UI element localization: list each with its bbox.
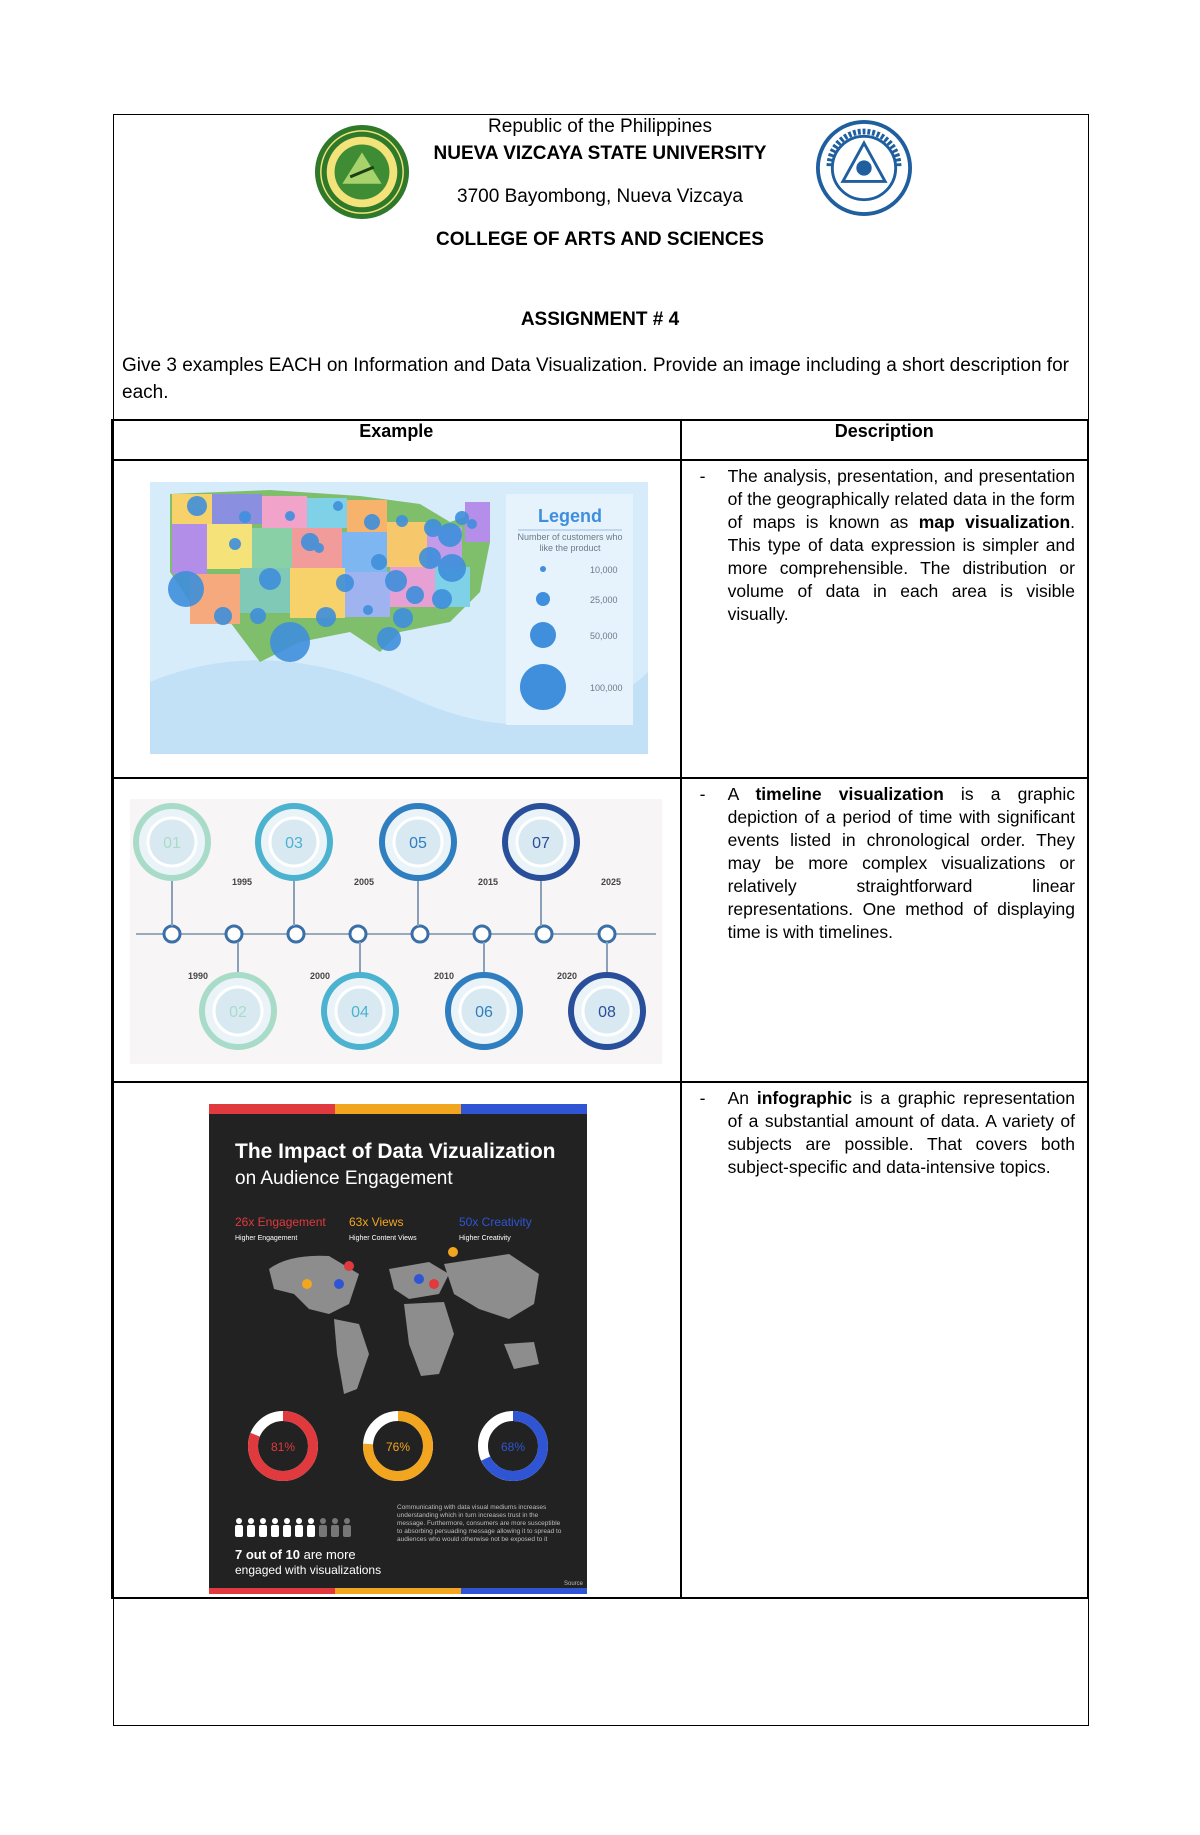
donut-label: 81%: [270, 1440, 296, 1454]
description-cell: [681, 460, 1088, 778]
legend-value: 50,000: [590, 631, 618, 641]
timeline-year: 1995: [232, 877, 253, 887]
timeline-year: 2025: [601, 877, 622, 887]
infographic-paragraph: Communicating with data visual mediums increases understanding which in turn increases trust in the message. Furthermore, consumers are more susceptible to absorbing persuading message allowing it to spread to audiences who would otherwise not be exposed to it: [397, 1504, 562, 1543]
infographic-title: The Impact of Data Vizualization: [235, 1140, 556, 1163]
person-icon: [320, 1518, 326, 1524]
description-text: - A timeline visualization is a graphic depiction of a period of time with significant events listed in chronological order. They may be more complex visualizations or relatively straightforward linear representations. One method of displaying time is with timelines.: [699, 784, 1075, 942]
timeline-year: 2005: [354, 877, 375, 887]
map-pin-icon: [302, 1279, 312, 1289]
timeline-year: 2020: [557, 971, 578, 981]
legend-subtitle: Number of customers who like the product: [517, 532, 623, 553]
bullet-dash: -: [699, 784, 706, 804]
map-pin-icon: [414, 1274, 424, 1284]
person-icon: [296, 1518, 302, 1524]
timeline-visualization-image: [130, 799, 662, 1064]
defined-term: infographic: [756, 1088, 853, 1108]
timeline-dot: [599, 926, 615, 942]
person-icon: [332, 1518, 338, 1524]
legend-title: Legend: [537, 506, 603, 526]
table-row: [112, 460, 1088, 778]
svg-text:7 out of 10 are more: 7 out of 10 are more: [235, 1547, 356, 1562]
defined-term: map visualization: [918, 512, 1071, 532]
person-icon: [248, 1518, 254, 1524]
timeline-dot: [226, 926, 242, 942]
stat-value: 26x Engagement: [235, 1215, 326, 1229]
map-visualization-image: [150, 482, 648, 754]
legend-value: 100,000: [590, 683, 623, 693]
legend-value: 10,000: [590, 565, 618, 575]
timeline-dot: [288, 926, 304, 942]
timeline-year: 2010: [434, 971, 455, 981]
table-row: [112, 1082, 1088, 1598]
timeline-node-label: 05: [409, 835, 427, 852]
map-pin-icon: [448, 1247, 458, 1257]
column-header-description: Description: [681, 420, 1088, 460]
timeline-dot: [412, 926, 428, 942]
timeline-node-label: 07: [532, 835, 550, 852]
defined-term: timeline visualization: [755, 784, 944, 804]
map-pin-icon: [429, 1279, 439, 1289]
example-cell: [112, 778, 681, 1082]
person-icon: [272, 1518, 278, 1524]
legend-value: 25,000: [590, 595, 618, 605]
timeline-node-label: 06: [475, 1004, 493, 1021]
person-icon: [236, 1518, 242, 1524]
description-cell: [681, 1082, 1088, 1598]
donut-label: 68%: [500, 1440, 526, 1454]
timeline-year: 1990: [188, 971, 209, 981]
instructions: Give 3 examples EACH on Information and Data Visualization. Provide an image including a short description for each.: [122, 355, 1069, 403]
person-icon: [344, 1518, 350, 1524]
person-icon: [260, 1518, 266, 1524]
stat-value: 63x Views: [349, 1215, 404, 1229]
map-pin-icon: [344, 1261, 354, 1271]
examples-table: [111, 419, 1089, 1599]
person-icon: [284, 1518, 290, 1524]
donut-label: 76%: [385, 1440, 411, 1454]
timeline-year: 2000: [310, 971, 331, 981]
bullet-dash: -: [699, 1088, 706, 1108]
footer-highlight: 7 out of 10: [235, 1547, 301, 1562]
person-icon: [308, 1518, 314, 1524]
timeline-dot: [164, 926, 180, 942]
timeline-node-label: 08: [598, 1004, 616, 1021]
source-label: Source: [564, 1581, 584, 1587]
timeline-dot: [536, 926, 552, 942]
timeline-dot: [474, 926, 490, 942]
description-text: - An infographic is a graphic representation of a substantial amount of data. A variety of subjects are possible. That covers both subject-specific and data-intensive topics.: [699, 1088, 1075, 1177]
university-name: NUEVA VIZCAYA STATE UNIVERSITY: [433, 143, 767, 164]
timeline-node-label: 03: [285, 835, 303, 852]
infographic-image: [209, 1104, 587, 1594]
timeline-node-label: 01: [163, 835, 181, 852]
stat-label: Higher Engagement: [235, 1235, 298, 1242]
stat-value: 50x Creativity: [459, 1215, 532, 1229]
bullet-dash: -: [699, 466, 706, 486]
college-name: COLLEGE OF ARTS AND SCIENCES: [436, 229, 764, 250]
stat-label: Higher Creativity: [459, 1235, 511, 1242]
description-cell: [681, 778, 1088, 1082]
timeline-node-label: 02: [229, 1004, 247, 1021]
example-cell: [112, 460, 681, 778]
timeline-node-label: 04: [351, 1004, 369, 1021]
table-row: [112, 778, 1088, 1082]
stat-label: Higher Content Views: [349, 1235, 417, 1242]
description-text: - The analysis, presentation, and presentation of the geographically related data in the form of maps is known as map visualization. This type of data expression is simpler and more comprehensible. The distribution or volume of data in each area is visible visually.: [699, 466, 1076, 624]
address-line: 3700 Bayombong, Nueva Vizcaya: [457, 186, 743, 207]
column-header-example: Example: [112, 420, 681, 460]
example-cell: [112, 1082, 681, 1598]
timeline-dot: [350, 926, 366, 942]
assignment-title: ASSIGNMENT # 4: [520, 309, 680, 330]
footer-caption: engaged with visualizations: [235, 1563, 382, 1577]
republic-line: Republic of the Philippines: [488, 116, 712, 137]
timeline-year: 2015: [478, 877, 499, 887]
infographic-subtitle: on Audience Engagement: [235, 1168, 453, 1189]
map-pin-icon: [334, 1279, 344, 1289]
